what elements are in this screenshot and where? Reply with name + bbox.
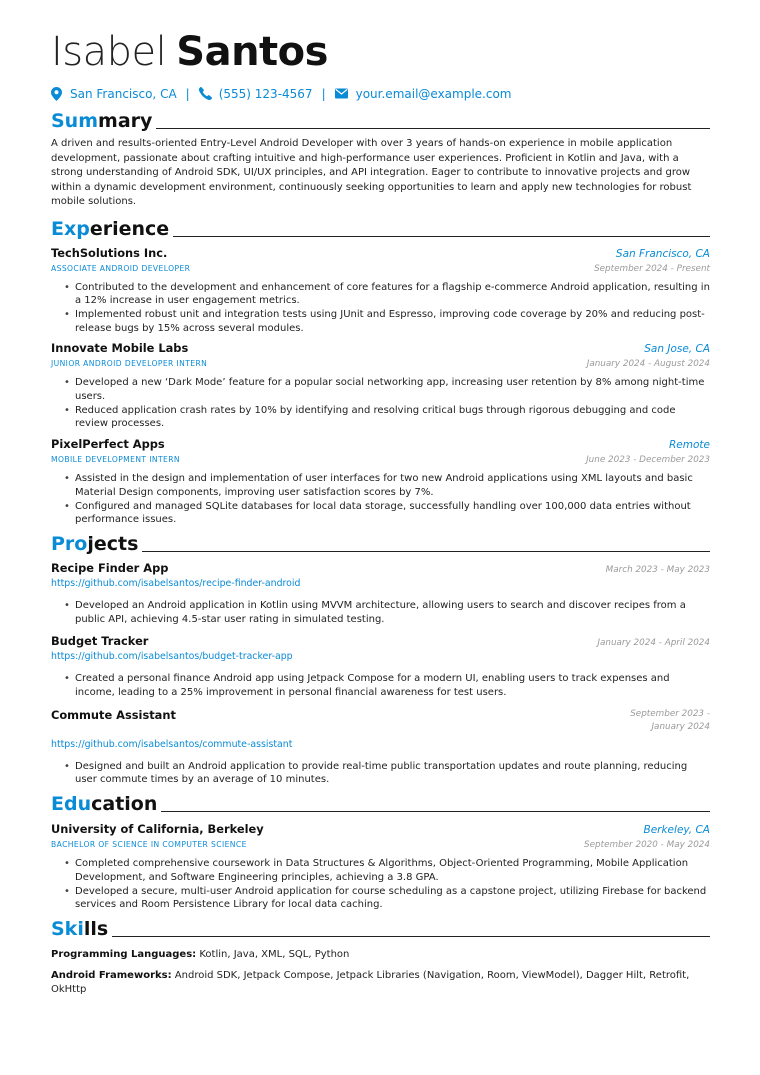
skill-row	[51, 969, 710, 997]
project-link[interactable]: https://github.com/isabelsantos/recipe-finder-android	[51, 577, 301, 589]
job-dates: June 2023 - December 2023	[586, 455, 710, 466]
section-rule	[173, 236, 710, 237]
list-item: • Designed and built an Android application to provide real-time public transportation updates and route planning, reducing user commute times by an average of 10 minutes.	[75, 760, 710, 787]
company-name: Innovate Mobile Labs	[51, 341, 189, 356]
separator: |	[185, 87, 190, 101]
last-name: Santos	[176, 29, 328, 75]
job-title: ASSOCIATE ANDROID DEVELOPER	[51, 263, 191, 273]
company-name: TechSolutions Inc.	[51, 245, 168, 260]
list-item: • Reduced application crash rates by 10% by identifying and resolving critical bugs through rigorous debugging and code review processes.	[75, 404, 710, 431]
summary-text: A driven and results-oriented Entry-Level Android Developer with over 3 years of hands-on experience in mobile application development, passionate about crafting intuitive and high-performance user experiences. Proficient in Kotlin and Java, with a strong understanding of Android SDK, UI/UX principles, and API integration. Eager to contribute to innovative projects and grow within a dynamic development environment, continuously seeking opportunities to learn and apply new technologies for robust mobile solutions.	[51, 138, 692, 207]
experience-entry	[51, 341, 710, 431]
project-entry	[51, 634, 710, 699]
list-item: • Configured and managed SQLite databases for local data storage, successfully handling over 100,000 data entries without performance issues.	[75, 500, 710, 527]
separator: |	[321, 87, 326, 101]
phone-text: (555) 123-4567	[218, 87, 313, 101]
project-dates: January 2024 - April 2024	[597, 638, 710, 649]
project-dates: March 2023 - May 2023	[605, 564, 710, 575]
company-location: San Francisco, CA	[615, 247, 710, 260]
experience-heading: Exp erience	[51, 218, 710, 240]
project-name: Recipe Finder App	[51, 560, 169, 575]
company-location: Remote	[669, 439, 710, 452]
projects-heading: Pro jects	[51, 533, 710, 555]
list-item: • Assisted in the design and implementation of user interfaces for two new Android applications using XML layouts and basic Material Design components, improving user satisfaction scores by 7%.	[75, 472, 710, 499]
list-item: • Completed comprehensive coursework in Data Structures & Algorithms, Object-Oriented Programming, Mobile Application Development, and Software Engineering principles, achieving a 3.8 GPA.	[75, 857, 710, 884]
list-item: • Contributed to the development and enhancement of core features for a flagship e-commerce Android application, resulting in a 12% increase in user engagement metrics.	[75, 281, 710, 308]
job-title: MOBILE DEVELOPMENT INTERN	[51, 455, 180, 465]
project-name: Commute Assistant	[51, 707, 176, 722]
section-rule	[156, 128, 710, 129]
list-item: • Developed an Android application in Kotlin using MVVM architecture, allowing users to search and discover recipes from a public API, achieving 4.5-star user rating in simulated testing.	[75, 599, 710, 626]
project-link[interactable]: https://github.com/isabelsantos/budget-tracker-app	[51, 651, 293, 663]
contact-line	[51, 85, 710, 103]
email-link[interactable]: your.email@example.com	[355, 87, 512, 101]
project-entry	[51, 708, 710, 787]
skill-label: Android Frameworks:	[51, 969, 172, 981]
first-name: Isabel	[51, 29, 167, 75]
company-name: PixelPerfect Apps	[51, 437, 165, 452]
education-entry	[51, 822, 710, 912]
section-rule	[142, 551, 710, 552]
list-item: • Implemented robust unit and integration tests using JUnit and Espresso, improving code coverage by 20% and reducing post-release bugs by 15% across several modules.	[75, 308, 710, 335]
list-item: • Developed a secure, multi-user Android application for course scheduling as a capstone project, utilizing Firebase for backend services and Room Persistence Library for local data caching.	[75, 885, 710, 912]
skills-heading: Ski lls	[51, 918, 710, 940]
skill-value: Kotlin, Java, XML, SQL, Python	[199, 948, 350, 960]
phone-icon	[199, 87, 212, 101]
school-name: University of California, Berkeley	[51, 822, 264, 837]
job-dates: September 2024 - Present	[594, 263, 710, 274]
list-item: • Developed a new ‘Dark Mode’ feature for a popular social networking app, increasing user retention by 8% among night-time users.	[75, 376, 710, 403]
experience-entry	[51, 437, 710, 527]
skill-row	[51, 948, 710, 962]
job-title: JUNIOR ANDROID DEVELOPER INTERN	[51, 359, 208, 369]
company-location: San Jose, CA	[644, 343, 710, 356]
degree: BACHELOR OF SCIENCE IN COMPUTER SCIENCE	[51, 840, 247, 850]
experience-entry	[51, 246, 710, 336]
candidate-name	[51, 28, 710, 76]
project-name: Budget Tracker	[51, 634, 149, 649]
list-item: • Created a personal finance Android app using Jetpack Compose for a modern UI, enabling users to track expenses and income, leading to a 25% improvement in personal financial awareness for test users.	[75, 672, 710, 699]
project-dates: September 2023 - January 2024	[630, 708, 710, 732]
education-heading: Edu cation	[51, 793, 710, 815]
skill-label: Programming Languages:	[51, 948, 197, 960]
section-rule	[112, 936, 710, 937]
school-location: Berkeley, CA	[643, 824, 710, 837]
project-link[interactable]: https://github.com/isabelsantos/commute-assistant	[51, 738, 293, 750]
map-pin-icon	[51, 87, 63, 101]
skill-value: Android SDK, Jetpack Compose, Jetpack Libraries (Navigation, Room, ViewModel), Dagger Hilt, Retrofit, OkHttp	[51, 969, 690, 995]
education-dates: September 2020 - May 2024	[584, 840, 710, 851]
job-dates: January 2024 - August 2024	[586, 359, 710, 370]
project-entry	[51, 561, 710, 626]
location-text: San Francisco, CA	[70, 87, 177, 101]
summary-heading: Sum mary	[51, 110, 710, 132]
envelope-icon	[335, 87, 349, 101]
section-rule	[161, 811, 710, 812]
